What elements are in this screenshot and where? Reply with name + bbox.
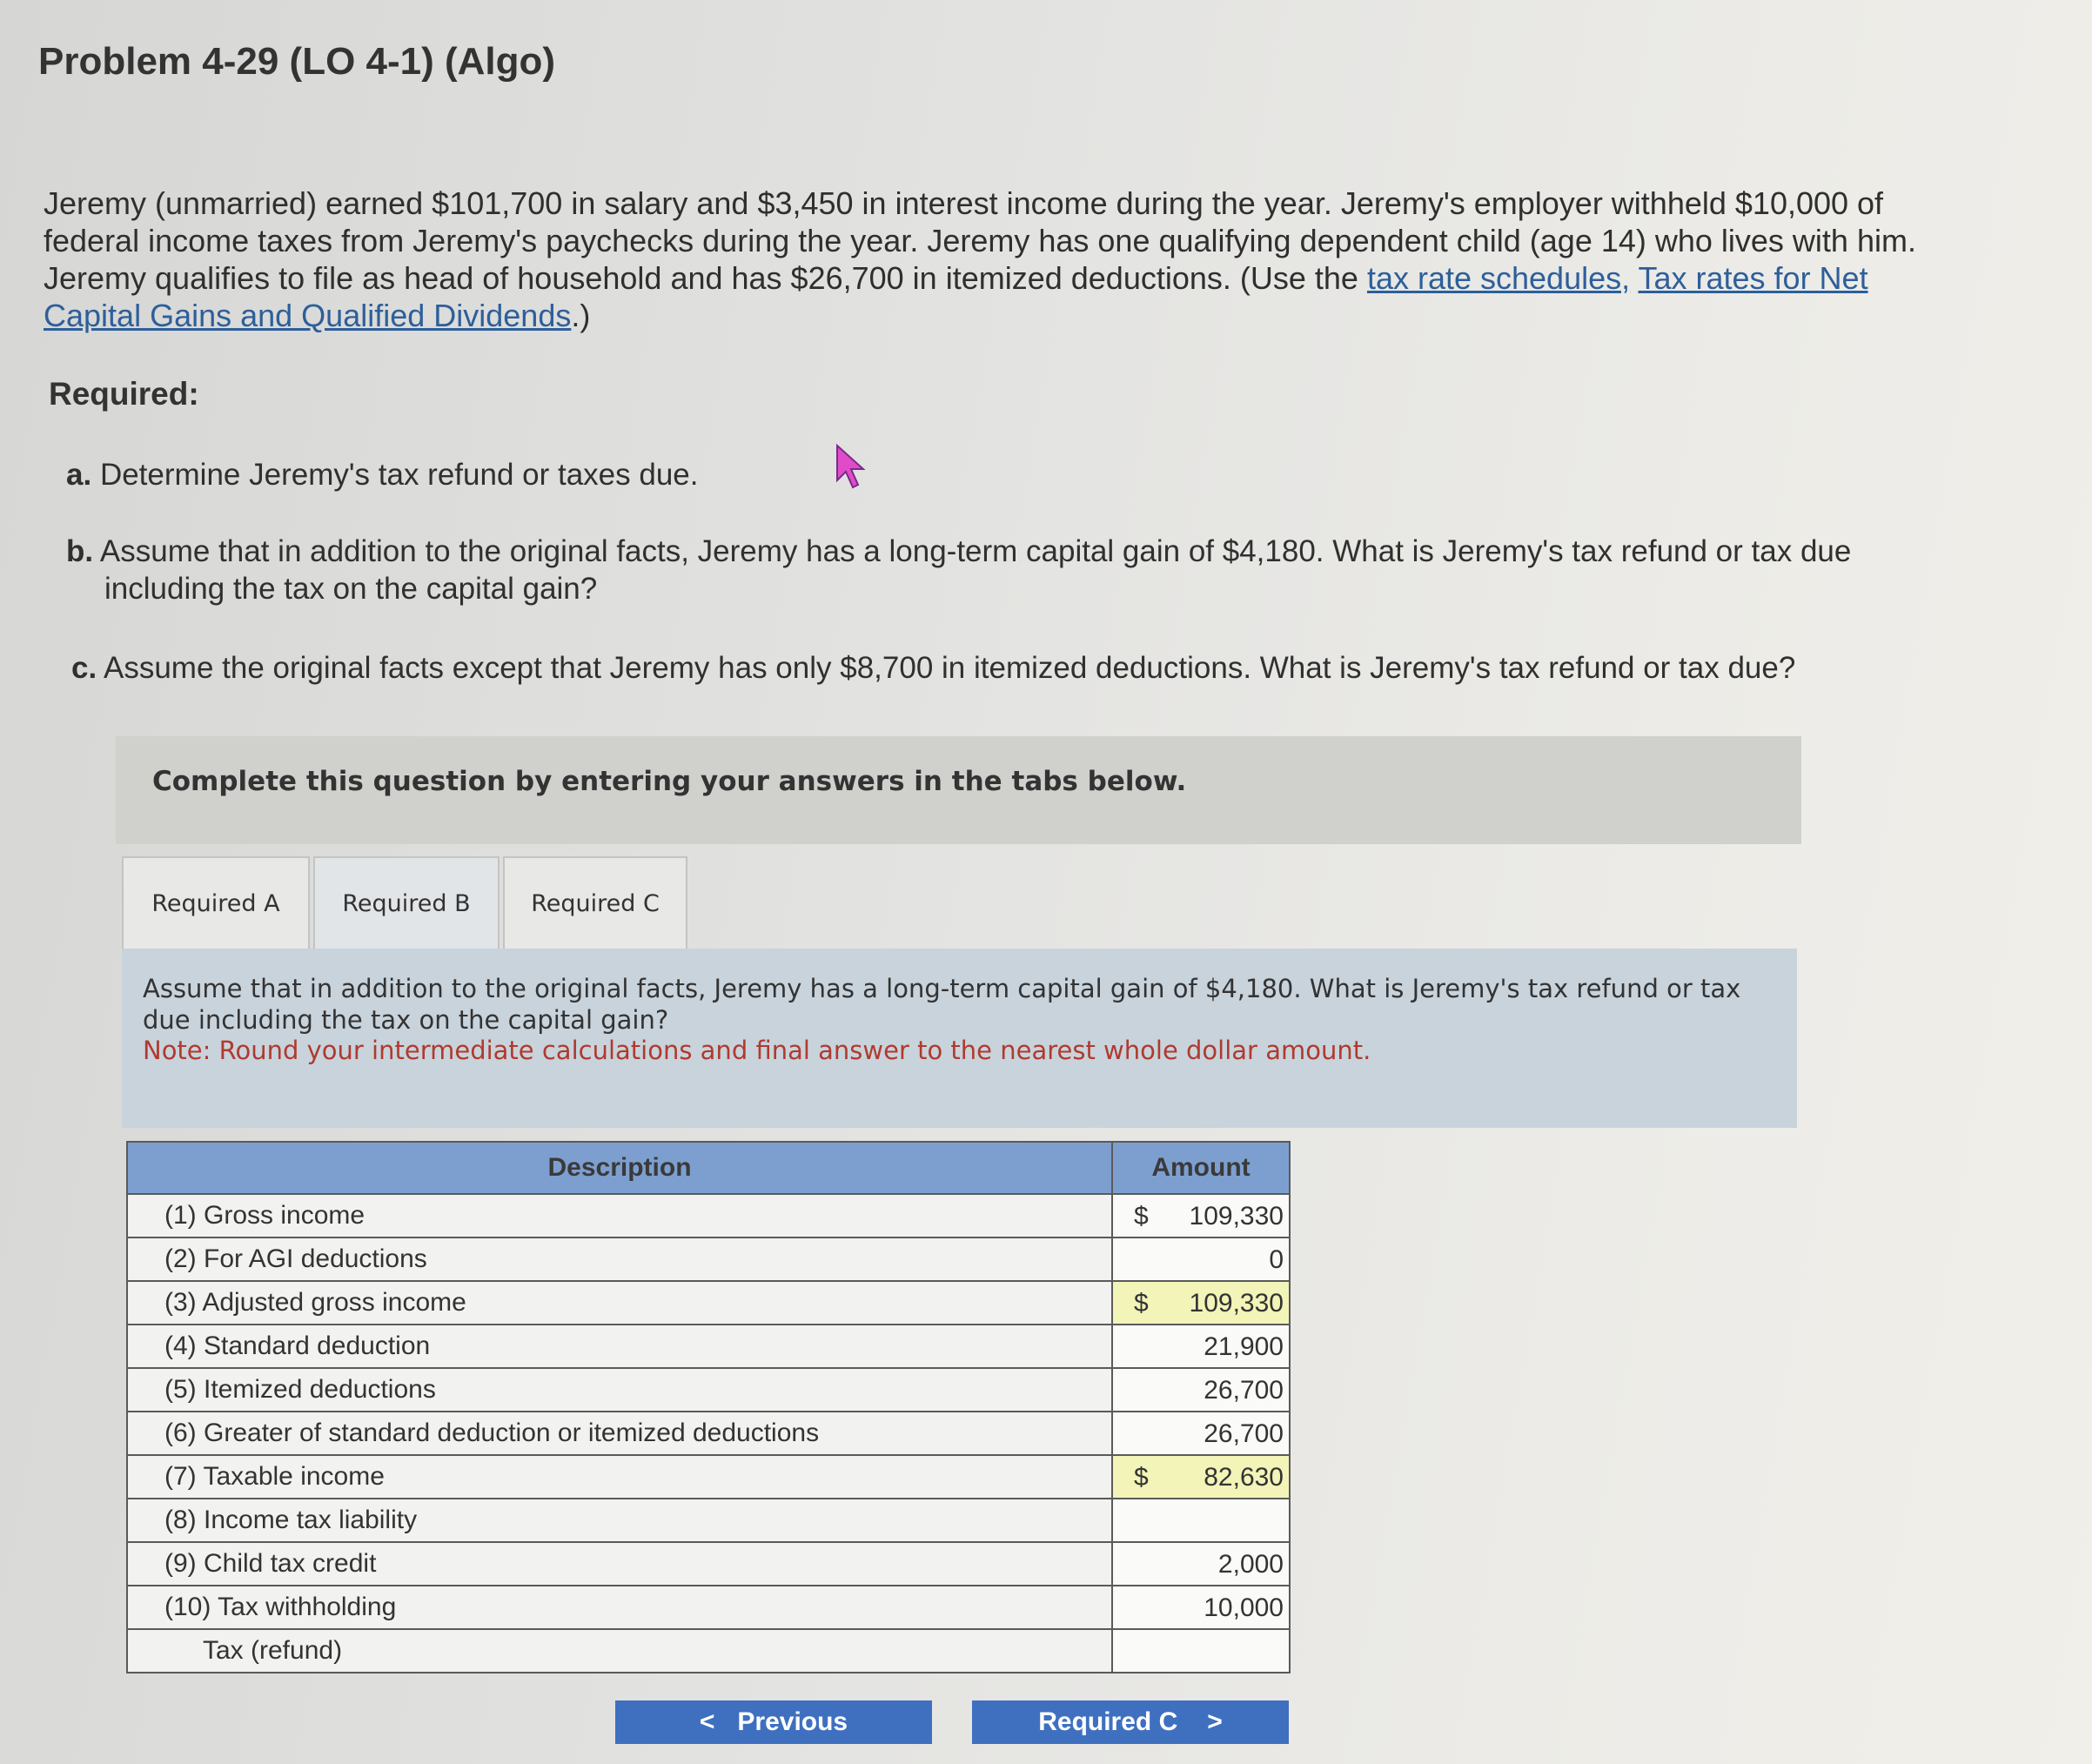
description-header: Description	[127, 1142, 1112, 1194]
chevron-right-icon: >	[1207, 1707, 1223, 1736]
instructions-text: Complete this question by entering your answers in the tabs below.	[152, 766, 1187, 797]
required-item-a	[66, 456, 1894, 493]
table-row	[127, 1586, 1290, 1629]
item-text: Assume the original facts except that Jeremy has only $8,700 in itemized deductions. What is Jeremy's tax refund or tax due?	[104, 651, 1796, 685]
required-item-b	[66, 533, 1958, 607]
amount-calculated	[1112, 1281, 1290, 1325]
row-label: Tax (refund)	[127, 1629, 1112, 1673]
chevron-left-icon: <	[699, 1707, 715, 1736]
tax-rate-schedules-link[interactable]: tax rate schedules,	[1366, 260, 1631, 296]
next-label: Required C	[1038, 1707, 1178, 1736]
instructions-box	[116, 736, 1801, 844]
dollar-sign: $	[1134, 1463, 1149, 1492]
capital-gains-rates-link[interactable]: Tax rates for Net Capital Gains and Qualified Dividends	[44, 260, 1868, 333]
row-label: (4) Standard deduction	[127, 1325, 1112, 1368]
table-row	[127, 1455, 1290, 1499]
mouse-cursor-icon	[834, 442, 868, 491]
question-panel	[122, 949, 1797, 1128]
problem-intro	[44, 184, 1949, 334]
panel-note: Note: Round your intermediate calculations and final answer to the nearest whole dollar amount.	[143, 1036, 1371, 1065]
amount-input[interactable]	[1112, 1325, 1290, 1368]
next-required-c-button[interactable]	[972, 1700, 1289, 1744]
row-label: (3) Adjusted gross income	[127, 1281, 1112, 1325]
amount-value: 0	[1269, 1245, 1284, 1274]
previous-button[interactable]	[615, 1700, 932, 1744]
required-item-c	[71, 649, 1986, 687]
item-letter: c.	[71, 651, 97, 685]
amount-value: 82,630	[1204, 1463, 1284, 1492]
answer-table	[126, 1141, 1291, 1673]
item-text: Determine Jeremy's tax refund or taxes due.	[99, 458, 699, 492]
amount-input[interactable]	[1112, 1412, 1290, 1455]
row-label: (1) Gross income	[127, 1194, 1112, 1237]
amount-input[interactable]	[1112, 1237, 1290, 1281]
table-row	[127, 1499, 1290, 1542]
amount-value: 26,700	[1204, 1376, 1284, 1405]
row-label: (8) Income tax liability	[127, 1499, 1112, 1542]
table-row	[127, 1412, 1290, 1455]
amount-input[interactable]	[1112, 1368, 1290, 1412]
item-text: Assume that in addition to the original facts, Jeremy has a long-term capital gain of $4,180. What is Jeremy's tax refund or tax due including the tax on the capital gain?	[99, 534, 1852, 606]
previous-label: Previous	[737, 1707, 848, 1736]
item-letter: a.	[66, 458, 92, 492]
row-label: (5) Itemized deductions	[127, 1368, 1112, 1412]
item-letter: b.	[66, 534, 94, 568]
amount-input[interactable]	[1112, 1586, 1290, 1629]
amount-value: 21,900	[1204, 1332, 1284, 1361]
table-header-row	[127, 1142, 1290, 1194]
panel-question-text: Assume that in addition to the original facts, Jeremy has a long-term capital gain of $4,180. What is Jeremy's tax refund or tax due including the tax on the capital gain?	[143, 974, 1741, 1035]
row-label: (7) Taxable income	[127, 1455, 1112, 1499]
dollar-sign: $	[1134, 1202, 1149, 1231]
amount-input[interactable]	[1112, 1629, 1290, 1673]
tab-required-c[interactable]: Required C	[503, 856, 687, 949]
required-heading: Required:	[49, 376, 199, 412]
amount-value: 26,700	[1204, 1419, 1284, 1448]
table-row	[127, 1368, 1290, 1412]
amount-value: 10,000	[1204, 1593, 1284, 1622]
amount-value: 109,330	[1189, 1202, 1284, 1231]
table-row	[127, 1281, 1290, 1325]
amount-header: Amount	[1112, 1142, 1290, 1194]
table-row	[127, 1325, 1290, 1368]
tab-required-a[interactable]: Required A	[122, 856, 310, 949]
tab-required-b[interactable]: Required B	[313, 856, 500, 949]
table-row	[127, 1194, 1290, 1237]
table-row	[127, 1237, 1290, 1281]
intro-text: Jeremy (unmarried) earned $101,700 in salary and $3,450 in interest income during the year. Jeremy's employer withheld $10,000 of federal income taxes from Jeremy's paychecks during the year. Jeremy has one qualifying dependent child (age 14) who lives with him. Jeremy qualifies to file as head of household and has $26,700 in itemized deductions. (Use the	[44, 185, 1916, 296]
problem-title: Problem 4-29 (LO 4-1) (Algo)	[38, 40, 556, 83]
row-label: (6) Greater of standard deduction or itemized deductions	[127, 1412, 1112, 1455]
dollar-sign: $	[1134, 1289, 1149, 1318]
amount-input[interactable]	[1112, 1194, 1290, 1237]
table-row	[127, 1542, 1290, 1586]
row-label: (2) For AGI deductions	[127, 1237, 1112, 1281]
row-label: (10) Tax withholding	[127, 1586, 1112, 1629]
row-label: (9) Child tax credit	[127, 1542, 1112, 1586]
amount-input[interactable]	[1112, 1499, 1290, 1542]
amount-calculated	[1112, 1455, 1290, 1499]
intro-end: .)	[571, 298, 591, 333]
amount-input[interactable]	[1112, 1542, 1290, 1586]
amount-value: 109,330	[1189, 1289, 1284, 1318]
amount-value: 2,000	[1217, 1550, 1284, 1579]
table-row	[127, 1629, 1290, 1673]
